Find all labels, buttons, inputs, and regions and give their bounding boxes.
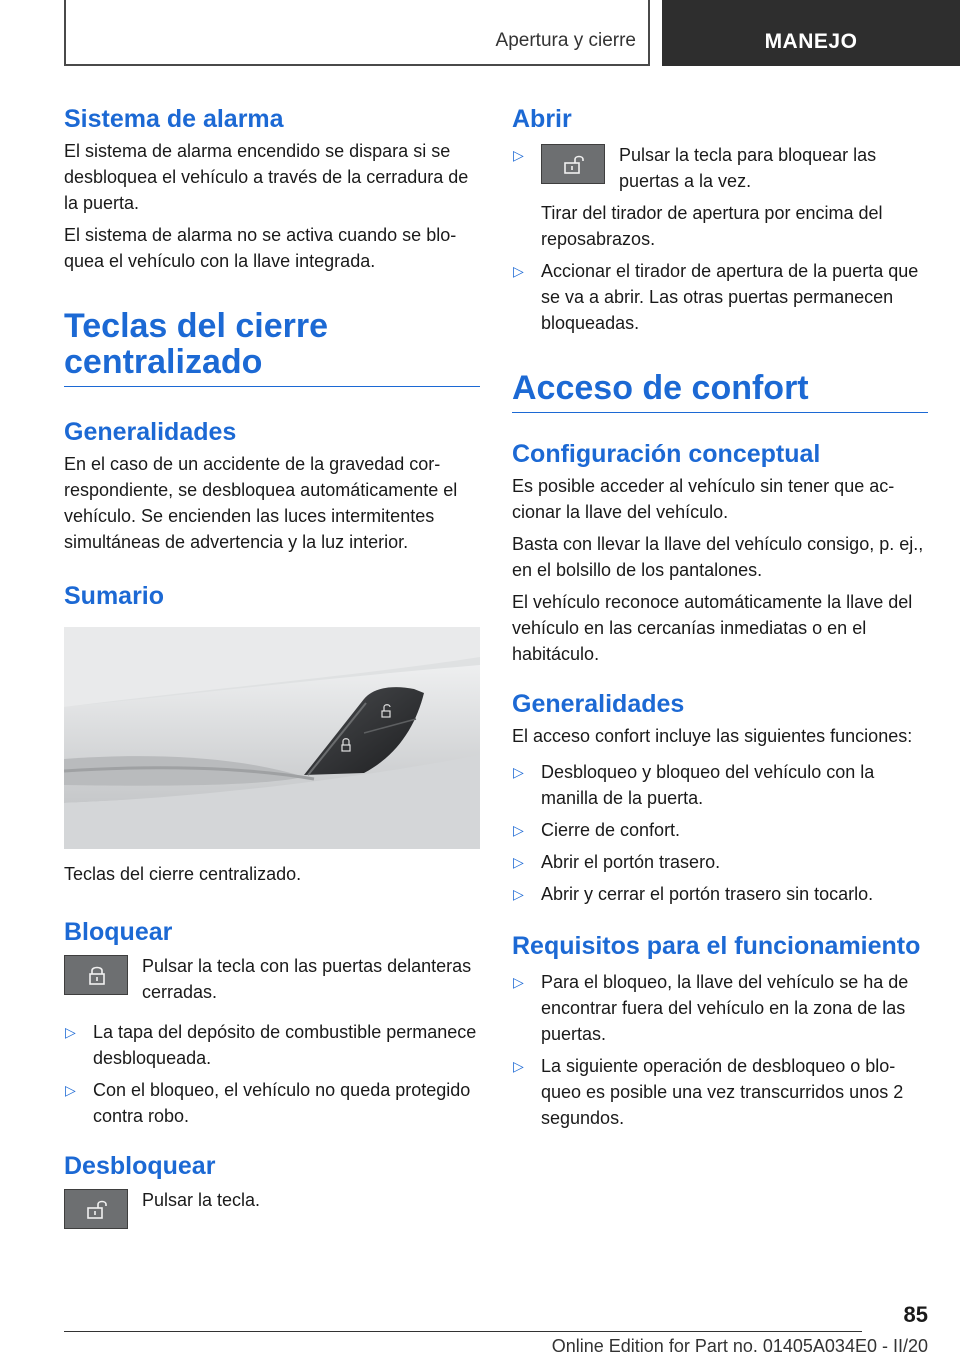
page-number: 85	[903, 1302, 928, 1327]
triangle-right-icon: ▷	[65, 1082, 76, 1098]
left-column	[64, 104, 480, 1229]
list-item	[512, 258, 928, 336]
triangle-right-icon: ▷	[513, 974, 524, 990]
general-heading-right: Generalidades	[512, 690, 685, 718]
list-item-text: La siguiente operación de desbloqueo o bloqueo es posible una vez transcurridos unos 2 segundos.	[541, 1056, 904, 1128]
list-item	[512, 142, 928, 252]
triangle-right-icon: ▷	[513, 854, 524, 870]
list-item-text: Accionar el tirador de apertura de la puerta que se va a abrir. Las otras puertas permanecen bloqueadas.	[541, 261, 919, 333]
header-section-title: Apertura y cierre	[495, 30, 636, 51]
list-item-text: Para el bloqueo, la llave del vehículo se ha de encontrar fuera del vehículo en la zona de las puertas.	[541, 972, 909, 1044]
open-extra-text: Tirar del tirador de apertura por encima del reposabrazos.	[541, 203, 883, 249]
summary-heading: Sumario	[64, 582, 165, 610]
list-item-text: La tapa del depósito de combustible permanece desbloqueada.	[93, 1022, 477, 1068]
central-lock-heading: Teclas del cierre centralizado	[64, 308, 480, 387]
open-heading: Abrir	[512, 105, 572, 133]
list-item-text: Cierre de confort.	[541, 820, 681, 840]
right-column	[512, 104, 928, 1131]
alarm-heading: Sistema de alarma	[64, 105, 284, 133]
concept-paragraph-1: Es posible acceder al vehículo sin tener que accionar la llave del vehículo.	[512, 476, 895, 522]
concept-paragraph-2: Basta con llevar la llave del vehículo consigo, p. ej., en el bolsillo de los pantalones.	[512, 534, 924, 580]
triangle-right-icon: ▷	[513, 764, 524, 780]
header-chapter-tab: MANEJO	[662, 0, 960, 66]
list-item-text: Abrir y cerrar el portón trasero sin tocarlo.	[541, 884, 874, 904]
triangle-right-icon: ▷	[513, 822, 524, 838]
unlock-key-row	[64, 1187, 480, 1229]
requirements-heading: Requisitos para el funcionamiento	[512, 932, 921, 960]
list-item	[64, 1077, 480, 1129]
unlock-key-text: Pulsar la tecla.	[142, 1190, 261, 1210]
list-item	[512, 881, 928, 907]
comfort-access-heading: Acceso de confort	[512, 370, 928, 413]
door-panel-illustration	[64, 627, 480, 849]
list-item	[512, 849, 928, 875]
unlock-key-icon	[64, 1189, 128, 1229]
lock-key-text: Pulsar la tecla con las puertas delanteras cerradas.	[142, 956, 472, 1002]
list-item	[512, 817, 928, 843]
general-paragraph-right: El acceso confort incluye las siguientes funciones:	[512, 726, 913, 746]
open-key-row	[541, 142, 928, 194]
list-item-text: Desbloqueo y bloqueo del vehículo con la manilla de la puerta.	[541, 762, 875, 808]
concept-paragraph-3: El vehículo reconoce automáticamente la llave del vehículo en las cercanías inmediatas o en el habitáculo.	[512, 592, 913, 664]
list-item	[64, 1019, 480, 1071]
triangle-right-icon: ▷	[513, 263, 524, 279]
triangle-right-icon: ▷	[513, 886, 524, 902]
list-item-content	[541, 142, 928, 252]
photo-caption: Teclas del cierre centralizado.	[64, 864, 302, 884]
triangle-right-icon: ▷	[513, 147, 524, 163]
list-item	[512, 759, 928, 811]
unlock-key-icon	[541, 144, 605, 184]
general-paragraph: En el caso de un accidente de la gravedad correspondiente, se desbloquea automáticamente el vehículo. Se encienden las luces intermitentes simultáneas de advertencia y la luz interior.	[64, 454, 458, 552]
open-key-text: Pulsar la tecla para bloquear las puertas a la vez.	[619, 145, 877, 191]
lock-heading: Bloquear	[64, 918, 173, 946]
general-heading: Generalidades	[64, 418, 237, 446]
list-item	[512, 1053, 928, 1131]
alarm-paragraph-2: El sistema de alarma no se activa cuando se bloquea el vehículo con la llave integrada.	[64, 225, 457, 271]
edition-footer: Online Edition for Part no. 01405A034E0 - II/20	[551, 1336, 928, 1356]
triangle-right-icon: ▷	[65, 1024, 76, 1040]
lock-key-icon	[64, 955, 128, 995]
unlock-heading: Desbloquear	[64, 1152, 216, 1180]
footer-divider	[64, 1331, 862, 1332]
alarm-paragraph-1: El sistema de alarma encendido se dispara si se desbloquea el vehículo a través de la cerradura de la puerta.	[64, 141, 469, 213]
triangle-right-icon: ▷	[513, 1058, 524, 1074]
list-item	[512, 969, 928, 1047]
list-item-text: Abrir el portón trasero.	[541, 852, 721, 872]
door-panel-photo	[64, 627, 480, 849]
list-item-text: Con el bloqueo, el vehículo no queda protegido contra robo.	[93, 1080, 471, 1126]
concept-heading: Configuración conceptual	[512, 440, 821, 468]
lock-key-row	[64, 953, 480, 1005]
